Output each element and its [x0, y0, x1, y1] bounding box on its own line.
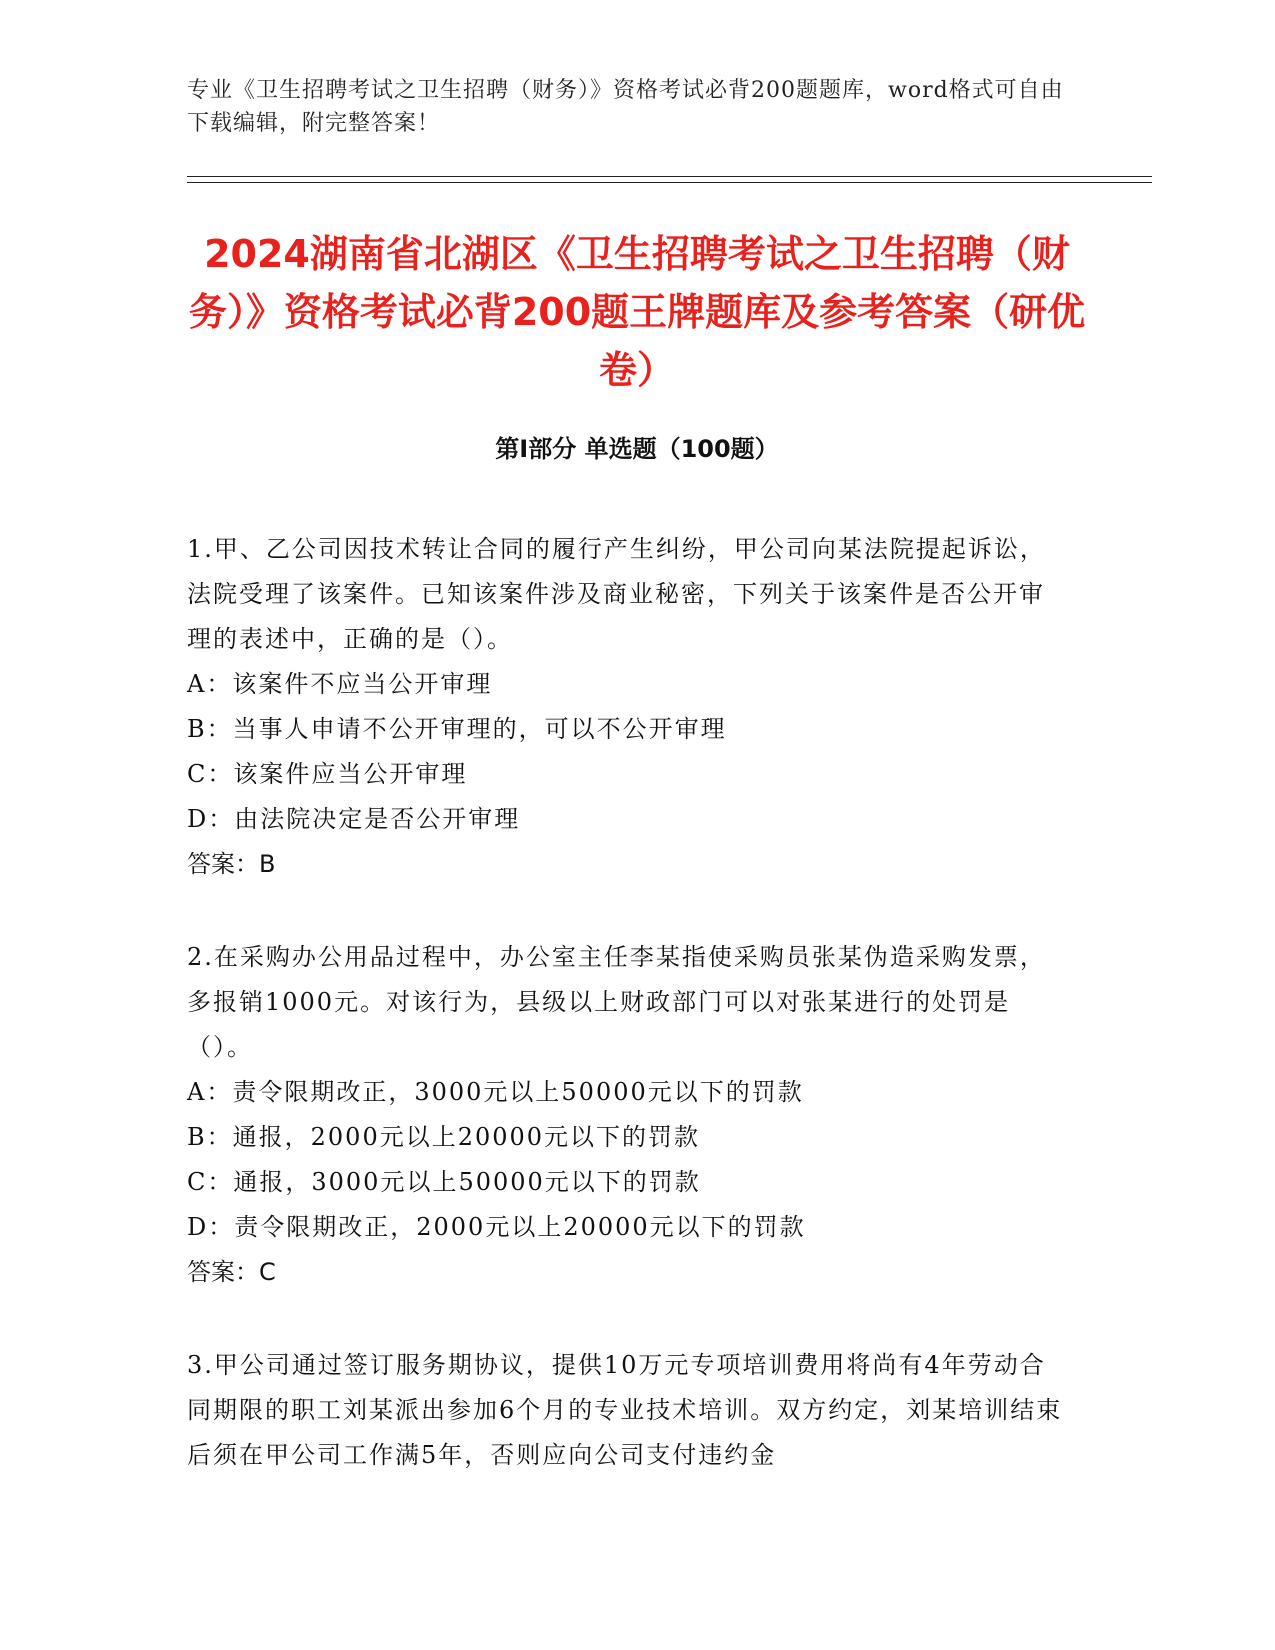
option-a: A：责令限期改正，3000元以上50000元以下的罚款 [187, 1078, 804, 1106]
answer: 答案：C [187, 1258, 276, 1286]
header-note: 专业《卫生招聘考试之卫生招聘（财务）》资格考试必背200题题库，word格式可自由下载编辑，附完整答案！ [187, 78, 1064, 136]
section-title: 第I部分 单选题（100题） [495, 435, 779, 463]
question-3 [187, 1343, 1067, 1478]
question-stem: 3.甲公司通过签订服务期协议，提供10万元专项培训费用将尚有4年劳动合同期限的职工刘某派出参加6个月的专业技术培训。双方约定，刘某培训结束后须在甲公司工作满5年，否则应向公司支付违约金 [187, 1351, 1063, 1469]
question-stem: 1.甲、乙公司因技术转让合同的履行产生纠纷，甲公司向某法院提起诉讼，法院受理了该案件。已知该案件涉及商业秘密，下列关于该案件是否公开审理的表述中，正确的是（）。 [187, 535, 1046, 653]
option-d: D：由法院决定是否公开审理 [187, 805, 521, 833]
document-title: 2024湖南省北湖区《卫生招聘考试之卫生招聘（财务）》资格考试必背200题王牌题库及参考答案（研优卷） [188, 232, 1086, 392]
option-d: D：责令限期改正，2000元以上20000元以下的罚款 [187, 1213, 806, 1241]
option-c: C：通报，3000元以上50000元以下的罚款 [187, 1168, 701, 1196]
answer: 答案：B [187, 850, 276, 878]
question-1 [187, 527, 1067, 887]
option-c: C：该案件应当公开审理 [187, 760, 468, 788]
option-a: A：该案件不应当公开审理 [187, 670, 493, 698]
question-stem: 2.在采购办公用品过程中，办公室主任李某指使采购员张某伪造采购发票，多报销1000元。对该行为，县级以上财政部门可以对张某进行的处罚是（）。 [187, 943, 1046, 1061]
option-b: B：通报，2000元以上20000元以下的罚款 [187, 1123, 701, 1151]
option-b: B：当事人申请不公开审理的，可以不公开审理 [187, 715, 727, 743]
question-2 [187, 935, 1067, 1295]
header-divider-bottom [187, 182, 1152, 183]
header-divider-top [187, 176, 1152, 177]
